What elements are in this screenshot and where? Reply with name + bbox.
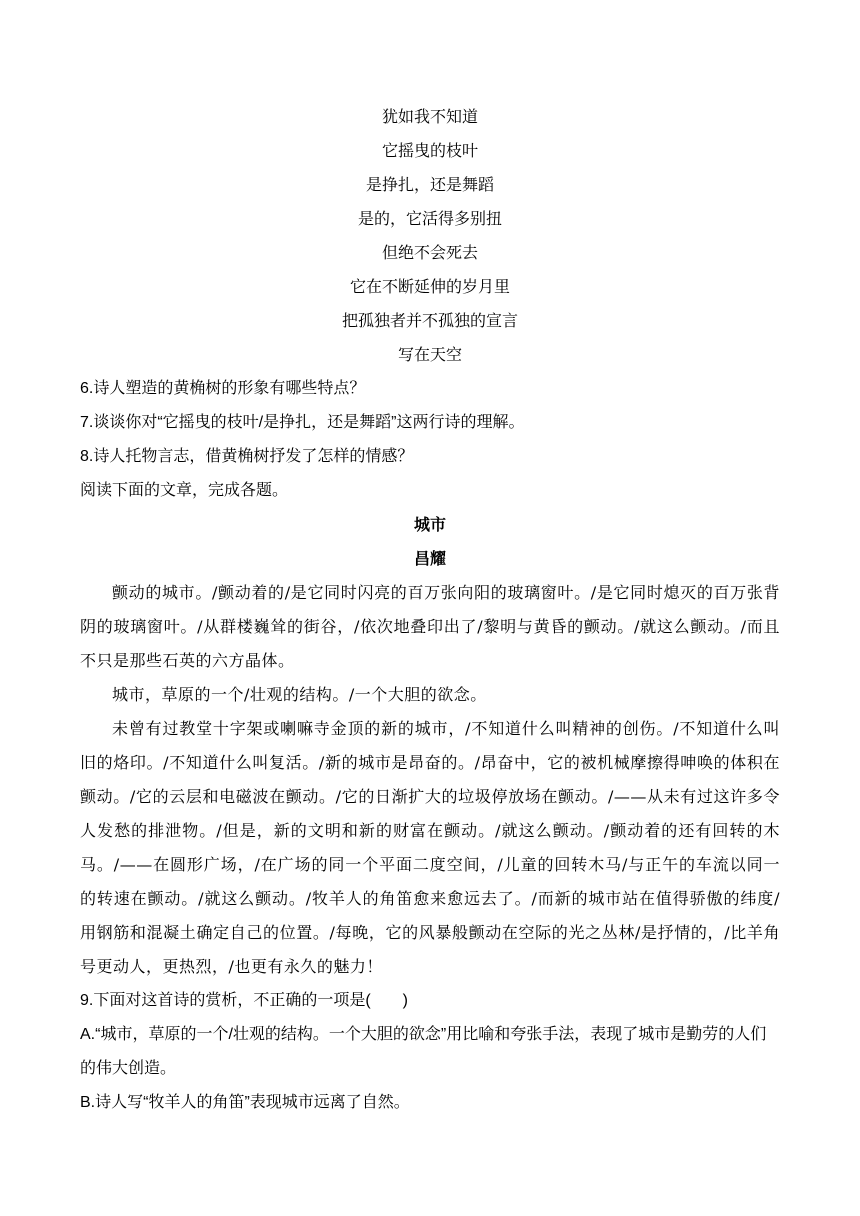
document-page	[80, 100, 780, 1120]
poem-line: 写在天空	[397, 345, 462, 364]
question-9: 9.下面对这首诗的赏析，不正确的一项是( )	[80, 992, 409, 1009]
question-8: 8.诗人托物言志，借黄桷树抒发了怎样的情感？	[80, 448, 414, 465]
poem-line: 它在不断延伸的岁月里	[349, 277, 510, 296]
option-a: A.“城市，草原的一个/壮观的结构。一个大胆的欲念”用比喻和夸张手法，表现了城市是勤劳的人们的伟大创造。	[80, 1026, 767, 1077]
article-paragraph: 颤动的城市。/颤动着的/是它同时闪亮的百万张向阳的玻璃窗叶。/是它同时熄灭的百万张背阴的玻璃窗叶。/从群楼巍耸的街谷，/依次地叠印出了/黎明与黄昏的颤动。/就这么颤动。/而且不只是那些石英的六方晶体。	[80, 583, 780, 670]
question-7: 7.谈谈你对“它摇曳的枝叶/是挣扎，还是舞蹈”这两行诗的理解。	[80, 414, 525, 431]
article-paragraph: 未曾有过教堂十字架或喇嘛寺金顶的新的城市，/不知道什么叫精神的创伤。/不知道什么叫旧的烙印。/不知道什么叫复活。/新的城市是昂奋的。/昂奋中，它的被机械摩擦得呻唤的体积在颤动。/它的云层和电磁波在颤动。/它的日渐扩大的垃圾停放场在颤动。/——从未有过这许多令人发愁的排泄物。/但是，新的文明和新的财富在颤动。/就这么颤动。/颤动着的还有回转的木马。/——在圆形广场，/在广场的同一个平面二度空间，/儿童的回转木马/与正午的车流以同一的转速在颤动。/就这么颤动。/牧羊人的角笛愈来愈远去了。/而新的城市站在值得骄傲的纬度/用钢筋和混凝土确定自己的位置。/每晚，它的风暴般颤动在空际的光之丛林/是抒情的，/比羊角号更动人，更热烈，/也更有永久的魅力！	[80, 719, 780, 976]
poem-line: 但绝不会死去	[381, 243, 478, 262]
article-title: 城市	[413, 515, 446, 534]
poem-line: 是的，它活得多别扭	[357, 209, 502, 228]
poem-line: 把孤独者并不孤独的宣言	[341, 311, 518, 330]
reading-instruction: 阅读下面的文章，完成各题。	[80, 482, 289, 499]
poem-line: 犹如我不知道	[381, 107, 478, 126]
question-6: 6.诗人塑造的黄桷树的形象有哪些特点？	[80, 380, 366, 397]
poem-line: 是挣扎，还是舞蹈	[365, 175, 494, 194]
poem-line: 它摇曳的枝叶	[381, 141, 478, 160]
article-paragraph: 城市，草原的一个/壮观的结构。/一个大胆的欲念。	[112, 685, 487, 704]
article-author: 昌耀	[413, 549, 446, 568]
option-b: B.诗人写“牧羊人的角笛”表现城市远离了自然。	[80, 1094, 410, 1111]
poem-excerpt	[80, 100, 780, 372]
